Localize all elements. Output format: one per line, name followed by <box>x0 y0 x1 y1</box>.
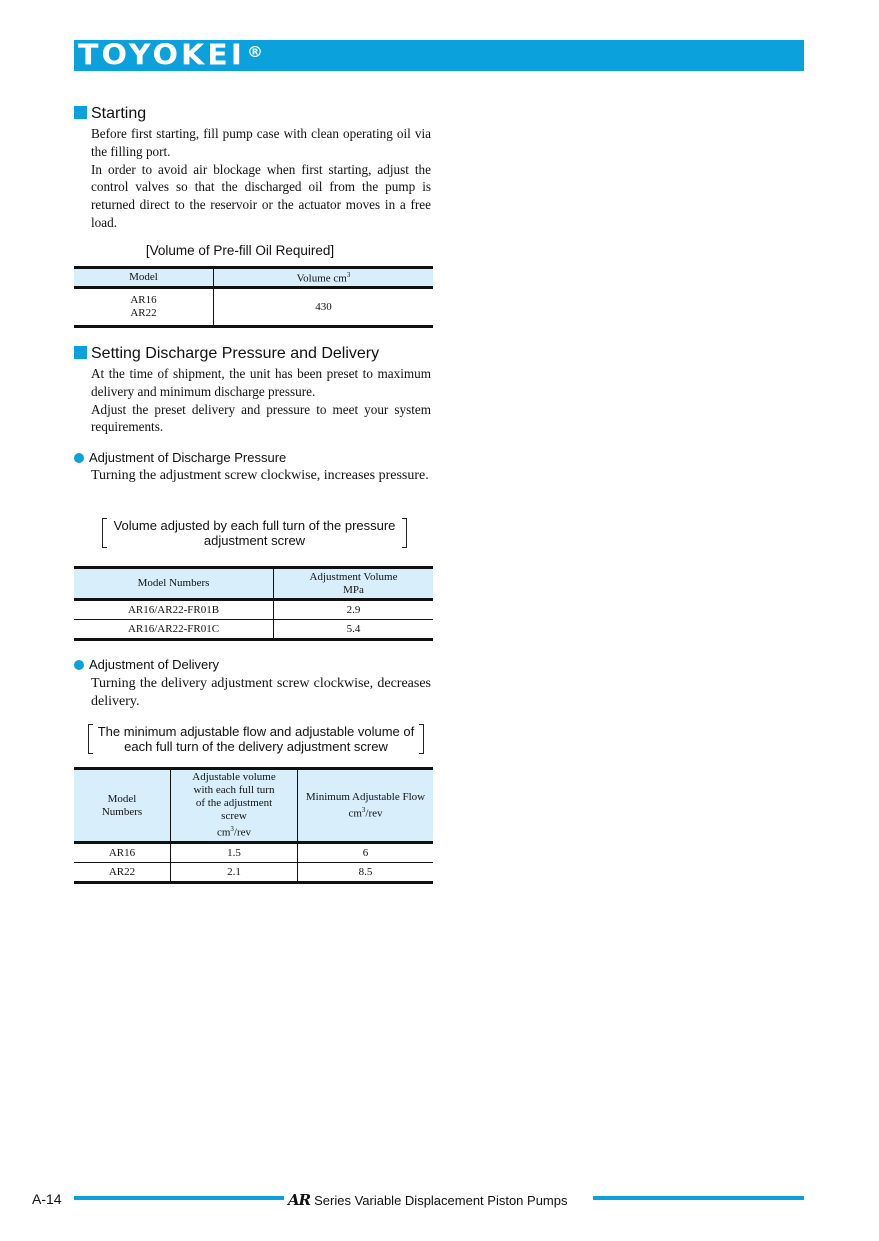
prefill-caption: [Volume of Pre-fill Oil Required] <box>145 243 335 258</box>
registered-mark: ® <box>246 42 263 61</box>
footer-series-title: AR Series Variable Displacement Piston Pumps <box>288 1191 568 1209</box>
col-header-min-flow: Minimum Adjustable Flow $cm^3$/rev <box>298 769 434 843</box>
section-title-text: Starting <box>91 105 147 122</box>
pressure-text: Turning the adjustment screw clockwise, increases pressure. <box>91 468 429 483</box>
brand-name: TOYOKEI <box>78 38 245 73</box>
model-cell: AR16 AR22 <box>130 294 157 319</box>
pressure-table <box>74 566 433 641</box>
table-row: AR16 1.5 6 <box>74 843 433 863</box>
ar-series-logo: AR <box>288 1191 311 1209</box>
page-number: A-14 <box>32 1191 62 1207</box>
delivery-text: Turning the delivery adjustment screw clockwise, decreases delivery. <box>91 676 431 709</box>
starting-p2: In order to avoid air blockage when first starting, adjust the control valves so that the discharged oil from the pump is returned direct to the reservoir or the actuator moves in a free load. <box>91 161 431 230</box>
circle-bullet-icon <box>74 660 84 670</box>
footer-rule-left <box>74 1196 284 1200</box>
volume-cell: 430 <box>214 288 434 327</box>
table-row: AR16/AR22-FR01B 2.9 <box>74 600 433 620</box>
square-bullet-icon <box>74 346 87 359</box>
col-header-model-numbers: Model Numbers <box>74 568 274 600</box>
delivery-subheading: Adjustment of Delivery <box>74 657 219 673</box>
table-row: AR22 2.1 8.5 <box>74 863 433 883</box>
col-header-model: Model Numbers <box>74 769 171 843</box>
col-header-volume: Volume $cm^3$ <box>214 268 434 288</box>
starting-p1: Before first starting, fill pump case with clean operating oil via the filling port. <box>91 126 431 159</box>
table-row: AR16/AR22-FR01C 5.4 <box>74 620 433 640</box>
starting-paragraph <box>91 125 431 232</box>
setting-paragraph <box>91 365 431 436</box>
circle-bullet-icon <box>74 453 84 463</box>
header-bar <box>74 40 804 71</box>
pressure-caption: Volume adjusted by each full turn of the pressure adjustment screw <box>102 518 407 548</box>
prefill-table <box>74 266 433 328</box>
delivery-table <box>74 767 433 884</box>
setting-p2: Adjust the preset delivery and pressure to meet your system requirements. <box>91 401 431 435</box>
col-header-adjustable-volume: Adjustable volume with each full turn of the adjustment screw $cm^3$/rev <box>171 769 298 843</box>
table-row <box>74 288 433 327</box>
section-title-text: Setting Discharge Pressure and Delivery <box>91 345 380 362</box>
pressure-subheading: Adjustment of Discharge Pressure <box>74 450 286 466</box>
footer-rule-right <box>593 1196 804 1200</box>
section-starting-title <box>74 105 146 123</box>
setting-p1: At the time of shipment, the unit has been preset to maximum delivery and minimum discharge pressure. <box>91 366 431 399</box>
toyokei-logo <box>78 38 263 73</box>
col-header-adjustment-volume: Adjustment Volume MPa <box>274 568 434 600</box>
delivery-caption: The minimum adjustable flow and adjustable volume of each full turn of the delivery adjustment screw <box>88 724 424 754</box>
section-setting-title <box>74 345 379 363</box>
square-bullet-icon <box>74 106 87 119</box>
col-header-model: Model <box>74 268 214 288</box>
